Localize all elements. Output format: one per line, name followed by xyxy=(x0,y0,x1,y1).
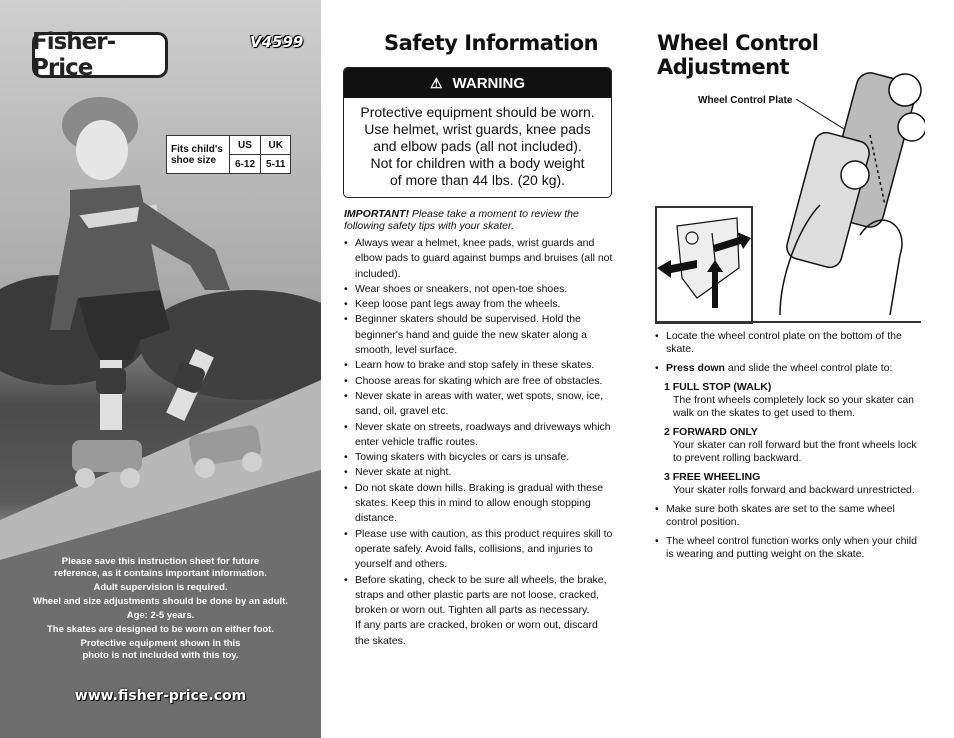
option-text: Your skater can roll forward but the front wheels lock to prevent rolling backward. xyxy=(673,439,917,464)
discard-note: If any parts are cracked, broken or worn out, discard the skates. xyxy=(355,619,598,647)
important-label: IMPORTANT! xyxy=(344,208,409,220)
wheel-control-detail-inset xyxy=(655,206,753,324)
option-forward-only xyxy=(655,426,923,465)
warning-line: Not for children with a body weight xyxy=(370,155,585,171)
option-text: Your skater rolls forward and backward unrestricted. xyxy=(673,484,915,496)
note: Protective equipment shown in this photo is not included with this toy. xyxy=(80,638,241,661)
instruction-bullet: • Locate the wheel control plate on the bottom of the skate. xyxy=(655,330,923,356)
cover-photo-panel xyxy=(0,0,321,738)
warning-line: Use helmet, wrist guards, knee pads xyxy=(364,121,591,137)
press-down-text: Press down xyxy=(666,362,725,374)
size-header-uk: UK xyxy=(261,136,291,155)
slide-text: and slide the wheel control plate to: xyxy=(724,362,893,374)
note: Age: 2-5 years. xyxy=(126,610,195,621)
size-header-us: US xyxy=(230,136,261,155)
list-item: • Towing skaters with bicycles or cars is unsafe. xyxy=(344,450,614,465)
face xyxy=(76,120,128,180)
list-item: • Please use with caution, as this product requires skill to operate safely. Avoid falls, collisions, and injuries to yourself and others. xyxy=(344,527,614,573)
divider xyxy=(655,321,921,323)
warning-box xyxy=(343,67,612,198)
important-intro xyxy=(344,208,614,232)
option-full-stop xyxy=(655,381,923,420)
shoe-size-table xyxy=(166,135,291,174)
list-item: • Never skate at night. xyxy=(344,465,614,480)
note: Wheel and size adjustments should be done by an adult. xyxy=(33,596,288,607)
list-item: • Do not skate down hills. Braking is gradual with these skates. Keep this in mind to allow enough stopping distance. xyxy=(344,481,614,527)
safety-tips xyxy=(344,208,614,649)
warning-line: and elbow pads (all not included). xyxy=(373,138,582,154)
warning-text xyxy=(344,98,611,189)
warning-line: of more than 44 lbs. (20 kg). xyxy=(389,172,566,188)
instruction-bullet: • Make sure both skates are set to the same wheel control position. xyxy=(655,503,923,529)
important-text: Please take a moment to review the following safety tips with your skater. xyxy=(344,208,579,232)
list-item: • Never skate in areas with water, wet spots, snow, ice, sand, oil, gravel etc. xyxy=(344,389,614,420)
hand-holding-skate-illustration xyxy=(760,55,925,315)
list-item: • Wear shoes or sneakers, not open-toe shoes. xyxy=(344,282,614,297)
list-item: • Keep loose pant legs away from the wheels. xyxy=(344,297,614,312)
instruction-bullet: • The wheel control function works only when your child is wearing and putting weight on the skate. xyxy=(655,535,923,561)
option-heading: 3 FREE WHEELING xyxy=(664,471,761,483)
list-item: • Never skate on streets, roadways and driveways which enter vehicle traffic routes. xyxy=(344,420,614,451)
note: Please save this instruction sheet for future reference, as it contains important information. xyxy=(54,556,267,579)
list-item: • Before skating, check to be sure all wheels, the brake, straps and other plastic parts are not loose, cracked, broken or worn out. Tighten all parts as necessary. xyxy=(344,573,614,619)
wheel-control-detail-drawing xyxy=(657,208,751,322)
wheel-control-plate-callout: Wheel Control Plate xyxy=(698,95,793,106)
wheel-instructions xyxy=(655,330,923,567)
option-heading: 2 FORWARD ONLY xyxy=(664,426,758,438)
list-item: • Always wear a helmet, knee pads, wrist guards and elbow pads to guard against bumps and bruises (all not included). xyxy=(344,236,614,282)
warning-line: Protective equipment should be worn. xyxy=(360,104,595,120)
safety-title: Safety Information xyxy=(384,31,599,55)
tips-list xyxy=(344,236,614,618)
wheel-title: Wheel Control Adjustment xyxy=(657,31,819,79)
option-free-wheeling xyxy=(655,471,923,497)
size-value-us: 6-12 xyxy=(230,155,261,174)
note: The skates are designed to be worn on either foot. xyxy=(47,624,274,635)
option-heading: 1 FULL STOP (WALK) xyxy=(664,381,772,393)
note: Adult supervision is required. xyxy=(93,582,228,593)
list-item: • Beginner skaters should be supervised. Hold the beginner's hand and guide the new skater along a smooth, level surface. xyxy=(344,312,614,358)
list-item: • Learn how to brake and stop safely in these skates. xyxy=(344,358,614,373)
model-number: V4599 xyxy=(250,33,304,51)
website-link[interactable]: www.fisher-price.com xyxy=(74,688,247,704)
size-table-label: Fits child's shoe size xyxy=(167,136,230,174)
list-item: • Choose areas for skating which are free of obstacles. xyxy=(344,374,614,389)
cover-notes xyxy=(0,556,321,664)
left-skate xyxy=(72,440,142,472)
size-value-uk: 5-11 xyxy=(261,155,291,174)
warning-triangle-icon: ⚠ xyxy=(429,74,443,91)
instruction-bullet xyxy=(655,362,923,375)
warning-label: WARNING xyxy=(452,74,526,92)
fisher-price-logo: Fisher-Price xyxy=(32,32,168,78)
warning-header xyxy=(344,68,611,98)
option-text: The front wheels completely lock so your skater can walk on the skates to get used to them. xyxy=(673,394,915,419)
